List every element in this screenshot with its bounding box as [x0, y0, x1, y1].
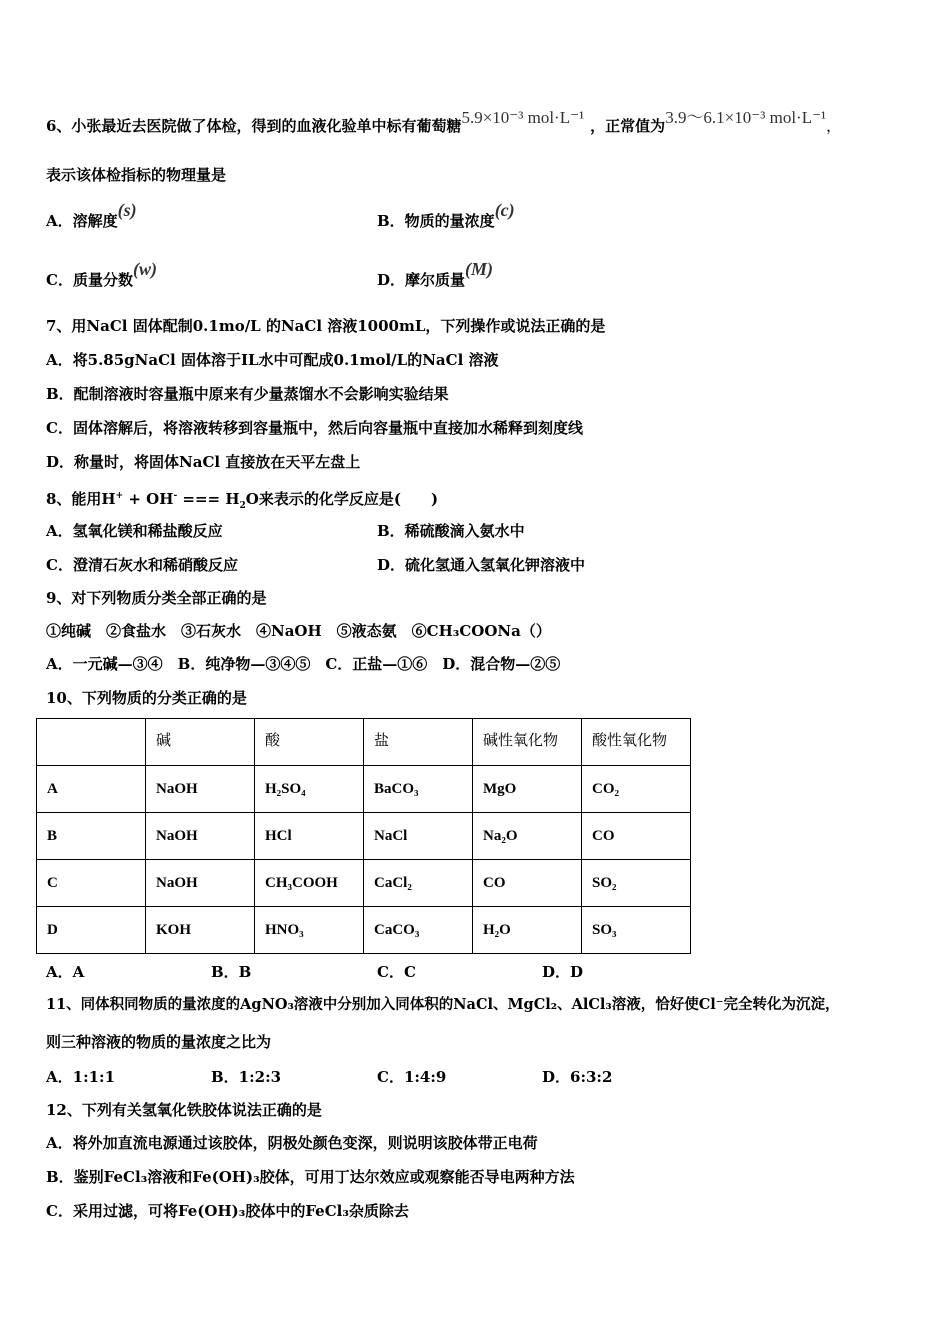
table-cell: CO	[473, 860, 582, 907]
q6-option-a: A．溶解度(s)	[46, 200, 137, 230]
table-header-row	[37, 719, 691, 766]
q8-option-b: B．稀硫酸滴入氨水中	[377, 522, 525, 540]
table-cell: D	[37, 907, 146, 954]
q7-option-c: C．固体溶解后，将溶液转移到容量瓶中，然后向容量瓶中直接加水稀释到刻度线	[46, 419, 583, 437]
table-cell: C	[37, 860, 146, 907]
q6-option-d: D．摩尔质量(M)	[377, 259, 494, 289]
table-cell: NaOH	[146, 860, 255, 907]
table-row	[37, 766, 691, 813]
q10-option-c: C．C	[377, 963, 416, 981]
table-cell: MgO	[473, 766, 582, 813]
table-header-cell: 碱	[146, 719, 255, 766]
table-cell: B	[37, 813, 146, 860]
q6-range-formula: 3.9～6.1×10⁻³ mol·L⁻¹	[665, 108, 827, 127]
table-cell: BaCO₃	[364, 766, 473, 813]
table-row	[37, 813, 691, 860]
q8-option-a: A．氢氧化镁和稀盐酸反应	[46, 522, 223, 540]
q11-line2: 则三种溶液的物质的量浓度之比为	[46, 1033, 272, 1051]
table-cell: A	[37, 766, 146, 813]
table-row	[37, 907, 691, 954]
q6-option-c-symbol: (w)	[132, 259, 157, 279]
q10-option-b: B．B	[211, 963, 252, 981]
table-cell: CaCl₂	[364, 860, 473, 907]
q7-stem: 7、用NaCl 固体配制0.1mo/L 的NaCl 溶液1000mL，下列操作或说法正确的是	[46, 317, 606, 335]
q11-stem: 11、同体积同物质的量浓度的AgNO₃溶液中分别加入同体积的NaCl、MgCl₂、AlCl₃溶液，恰好使Cl⁻完全转化为沉淀，	[46, 996, 840, 1013]
q9-stem: 9、对下列物质分类全部正确的是	[46, 589, 267, 607]
q8-option-c: C．澄清石灰水和稀硝酸反应	[46, 556, 238, 574]
q10-option-a: A．A	[46, 963, 85, 981]
table-header-cell: 酸	[255, 719, 364, 766]
q6-option-d-symbol: (M)	[465, 259, 494, 279]
table-header-cell	[37, 719, 146, 766]
table-cell: SO₃	[582, 907, 691, 954]
q12-option-a: A．将外加直流电源通过该胶体，阴极处颜色变深，则说明该胶体带正电荷	[46, 1134, 538, 1152]
q7-option-a: A．将5.85gNaCl 固体溶于IL水中可配成0.1mol/L的NaCl 溶液	[46, 351, 499, 369]
q10-classification-table	[36, 718, 691, 954]
q6-line2: 表示该体检指标的物理量是	[46, 166, 227, 184]
table-header-cell: 盐	[364, 719, 473, 766]
q11-option-d: D．6:3:2	[542, 1068, 613, 1086]
table-cell: H₂O	[473, 907, 582, 954]
q12-option-b: B．鉴别FeCl₃溶液和Fe(OH)₃胶体，可用丁达尔效应或观察能否导电两种方法	[46, 1168, 575, 1186]
q7-option-d: D．称量时，将固体NaCl 直接放在天平左盘上	[46, 453, 361, 471]
table-cell: HNO₃	[255, 907, 364, 954]
q8-option-d: D．硫化氢通入氢氧化钾溶液中	[377, 556, 586, 574]
table-cell: Na₂O	[473, 813, 582, 860]
q8-stem: 8、能用H+ + OH- === $H_2O$来表示的化学反应是( )	[46, 490, 439, 511]
q6-option-b: B．物质的量浓度(c)	[377, 200, 515, 230]
q12-option-c: C．采用过滤，可将Fe(OH)₃胶体中的FeCl₃杂质除去	[46, 1202, 409, 1220]
table-cell: HCl	[255, 813, 364, 860]
table-cell: CO	[582, 813, 691, 860]
table-cell: CO₂	[582, 766, 691, 813]
q6-mid: ，正常值为	[590, 117, 666, 135]
table-row	[37, 860, 691, 907]
table-cell: CH₃COOH	[255, 860, 364, 907]
q9-items: ①纯碱 ②食盐水 ③石灰水 ④NaOH ⑤液态氨 ⑥CH₃COONa（）	[46, 622, 551, 640]
q6-stem-line	[46, 108, 842, 136]
table-cell: NaOH	[146, 813, 255, 860]
q10-stem: 10、下列物质的分类正确的是	[46, 689, 247, 707]
q12-stem: 12、下列有关氢氧化铁胶体说法正确的是	[46, 1101, 322, 1119]
q7-option-b: B．配制溶液时容量瓶中原来有少量蒸馏水不会影响实验结果	[46, 385, 449, 403]
q11-option-c: C．1:4:9	[377, 1068, 447, 1086]
table-cell: SO₂	[582, 860, 691, 907]
table-cell: H₂SO₄	[255, 766, 364, 813]
q6-option-b-symbol: (c)	[494, 200, 515, 220]
q6-end: ，	[826, 117, 842, 135]
q6-stem: 6、小张最近去医院做了体检，得到的血液化验单中标有葡萄糖	[46, 117, 462, 135]
q11-option-a: A．1:1:1	[46, 1068, 116, 1086]
q6-value-formula: 5.9×10⁻³ mol·L⁻¹	[461, 108, 585, 127]
q9-options: A．一元碱—③④ B．纯净物—③④⑤ C．正盐—①⑥ D．混合物—②⑤	[46, 655, 561, 673]
table-header-cell: 酸性氧化物	[582, 719, 691, 766]
table-cell: KOH	[146, 907, 255, 954]
table-cell: CaCO₃	[364, 907, 473, 954]
q6-option-c: C．质量分数(w)	[46, 259, 157, 289]
q10-option-d: D．D	[542, 963, 584, 981]
table-cell: NaOH	[146, 766, 255, 813]
q6-option-a-symbol: (s)	[117, 200, 137, 220]
table-cell: NaCl	[364, 813, 473, 860]
table-header-cell: 碱性氧化物	[473, 719, 582, 766]
q11-option-b: B．1:2:3	[211, 1068, 282, 1086]
